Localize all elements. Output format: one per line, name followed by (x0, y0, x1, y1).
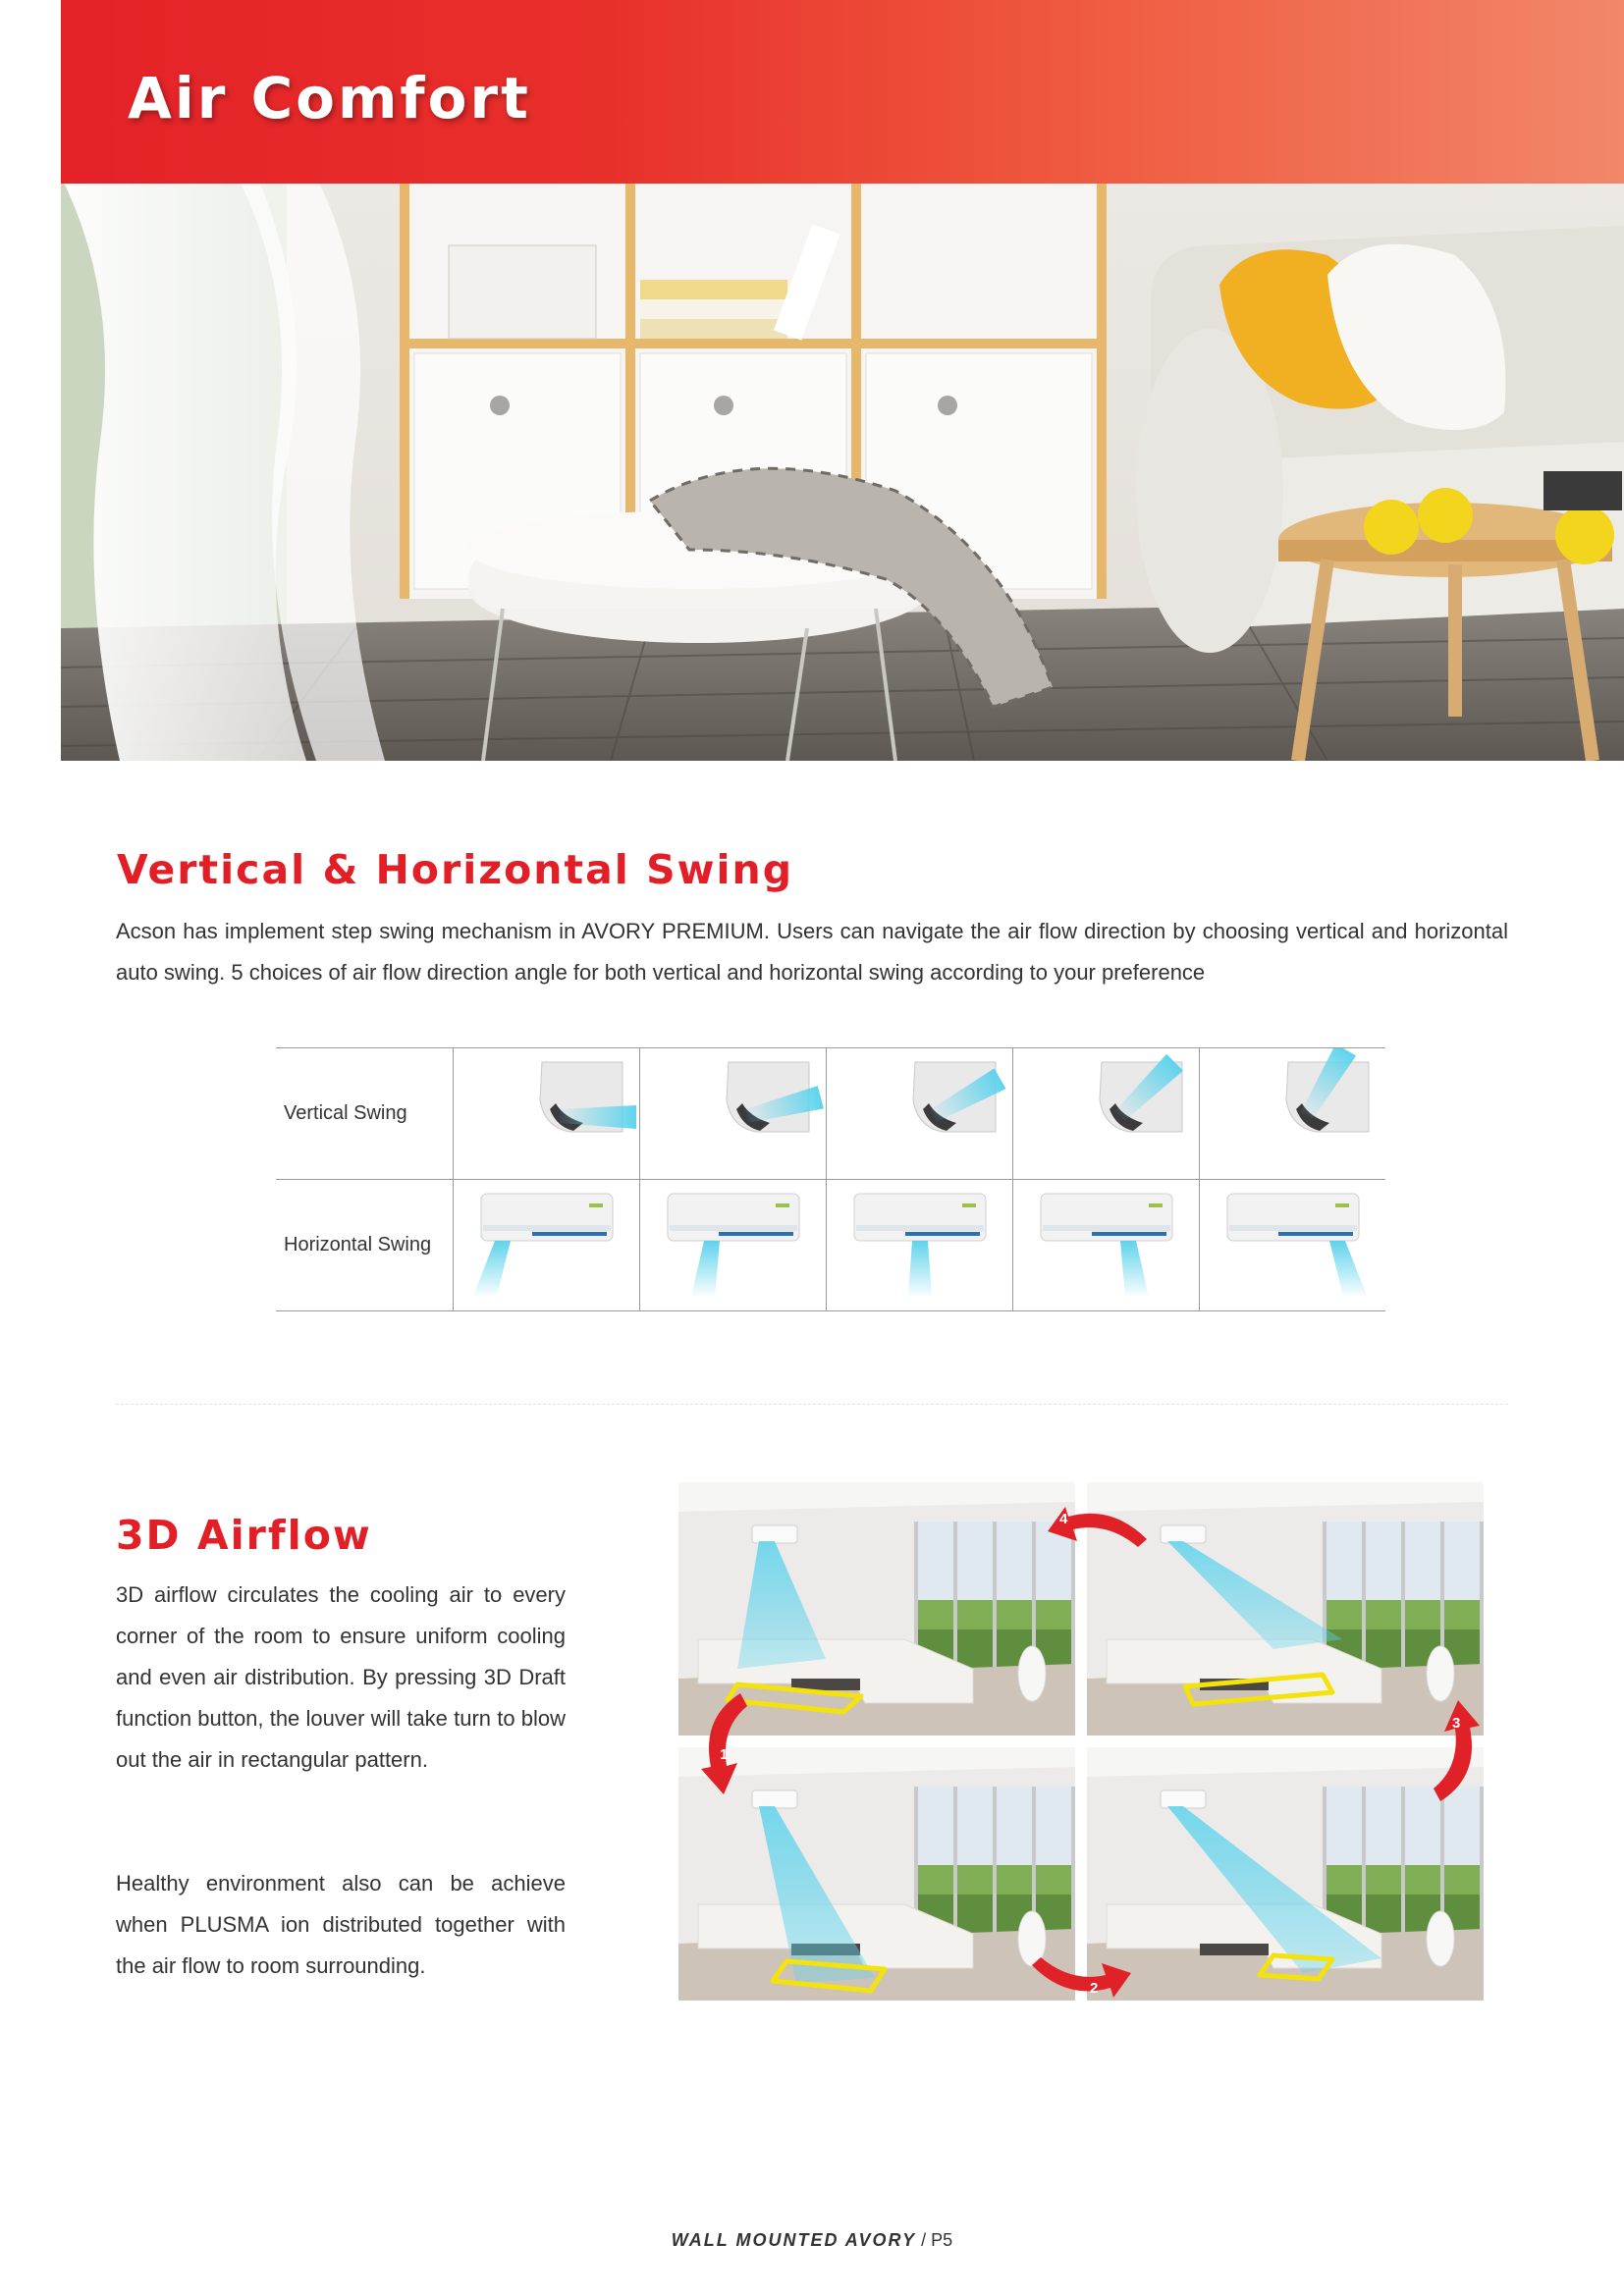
led-strip-icon (1278, 1232, 1353, 1236)
horizontal-swing-position-5 (1200, 1180, 1385, 1310)
airflow-diagram (678, 1482, 1484, 2000)
footer-brand: WALL MOUNTED AVORY (671, 2230, 917, 2250)
vertical-swing-cell (640, 1048, 827, 1180)
footer-page-number: / P5 (921, 2230, 953, 2250)
section-divider (116, 1404, 1508, 1405)
vertical-swing-cell (454, 1048, 640, 1180)
horizontal-swing-position-1 (454, 1180, 639, 1310)
ac-unit-icon (752, 1525, 797, 1543)
ac-unit-icon (1161, 1525, 1206, 1543)
led-strip-icon (532, 1232, 607, 1236)
horizontal-swing-cell (827, 1180, 1013, 1311)
horizontal-swing-cell (454, 1180, 640, 1311)
ac-unit-icon (1161, 1790, 1206, 1808)
airflow-paragraph-2: Healthy environment also can be achieve when PLUSMA ion distributed together with the air flow to room surrounding. (116, 1871, 566, 1978)
swing-section-title: Vertical & Horizontal Swing (117, 846, 794, 893)
airflow-beam (908, 1241, 932, 1296)
horizontal-swing-row (276, 1180, 1385, 1311)
page-title: Air Comfort (128, 65, 531, 132)
step-badge-1: 1 (720, 1746, 729, 1763)
horizontal-swing-position-3 (827, 1180, 1012, 1310)
vertical-swing-angle-4 (1013, 1048, 1199, 1179)
horizontal-swing-cell (1013, 1180, 1200, 1311)
vertical-swing-angle-5 (1200, 1048, 1385, 1179)
ac-unit-icon (752, 1790, 797, 1808)
vertical-swing-cell (1200, 1048, 1386, 1180)
step-badge-2: 2 (1090, 1980, 1099, 1997)
swing-description: Acson has implement step swing mechanism in AVORY PREMIUM. Users can navigate the air flow direction by choosing vertical and horizontal auto swing. 5 choices of air flow direction angle for both vertical and horizontal swing according to your preference (116, 919, 1508, 985)
horizontal-swing-cell (640, 1180, 827, 1311)
rotate-arrow-icon-4 (1044, 1497, 1152, 1551)
horizontal-swing-position-4 (1013, 1180, 1199, 1310)
airflow-beam (691, 1241, 720, 1296)
rotate-arrow-icon-1 (696, 1688, 755, 1796)
airflow-paragraph-1: 3D airflow circulates the cooling air to every corner of the room to ensure uniform cooling and even air distribution. By pressing 3D Draft function button, the louver will take turn to blow out the air in rectangular pattern. (116, 1582, 566, 1772)
airflow-beam (1329, 1241, 1367, 1296)
rotate-arrow-icon-2 (1027, 1953, 1135, 2007)
swing-table (276, 1047, 1385, 1311)
vertical-swing-cell (1013, 1048, 1200, 1180)
horizontal-swing-position-2 (640, 1180, 826, 1310)
led-strip-icon (1092, 1232, 1166, 1236)
airflow-room-image-4 (1087, 1747, 1484, 2001)
vertical-swing-cell (827, 1048, 1013, 1180)
step-badge-3: 3 (1452, 1715, 1461, 1732)
led-strip-icon (905, 1232, 980, 1236)
vertical-swing-row (276, 1048, 1385, 1180)
page-footer (0, 2230, 1624, 2251)
led-strip-icon (719, 1232, 793, 1236)
vertical-swing-angle-1 (454, 1048, 639, 1179)
vertical-swing-angle-2 (640, 1048, 826, 1179)
step-badge-4: 4 (1059, 1511, 1068, 1527)
horizontal-swing-label: Horizontal Swing (276, 1180, 454, 1311)
airflow-section-title: 3D Airflow (116, 1512, 372, 1559)
horizontal-swing-cell (1200, 1180, 1386, 1311)
airflow-beam (1120, 1241, 1149, 1296)
airflow-beam (473, 1241, 511, 1296)
vertical-swing-angle-3 (827, 1048, 1012, 1179)
coffee-table (1200, 1944, 1269, 1955)
vertical-swing-label: Vertical Swing (276, 1048, 454, 1180)
rotate-arrow-icon-3 (1431, 1698, 1485, 1806)
